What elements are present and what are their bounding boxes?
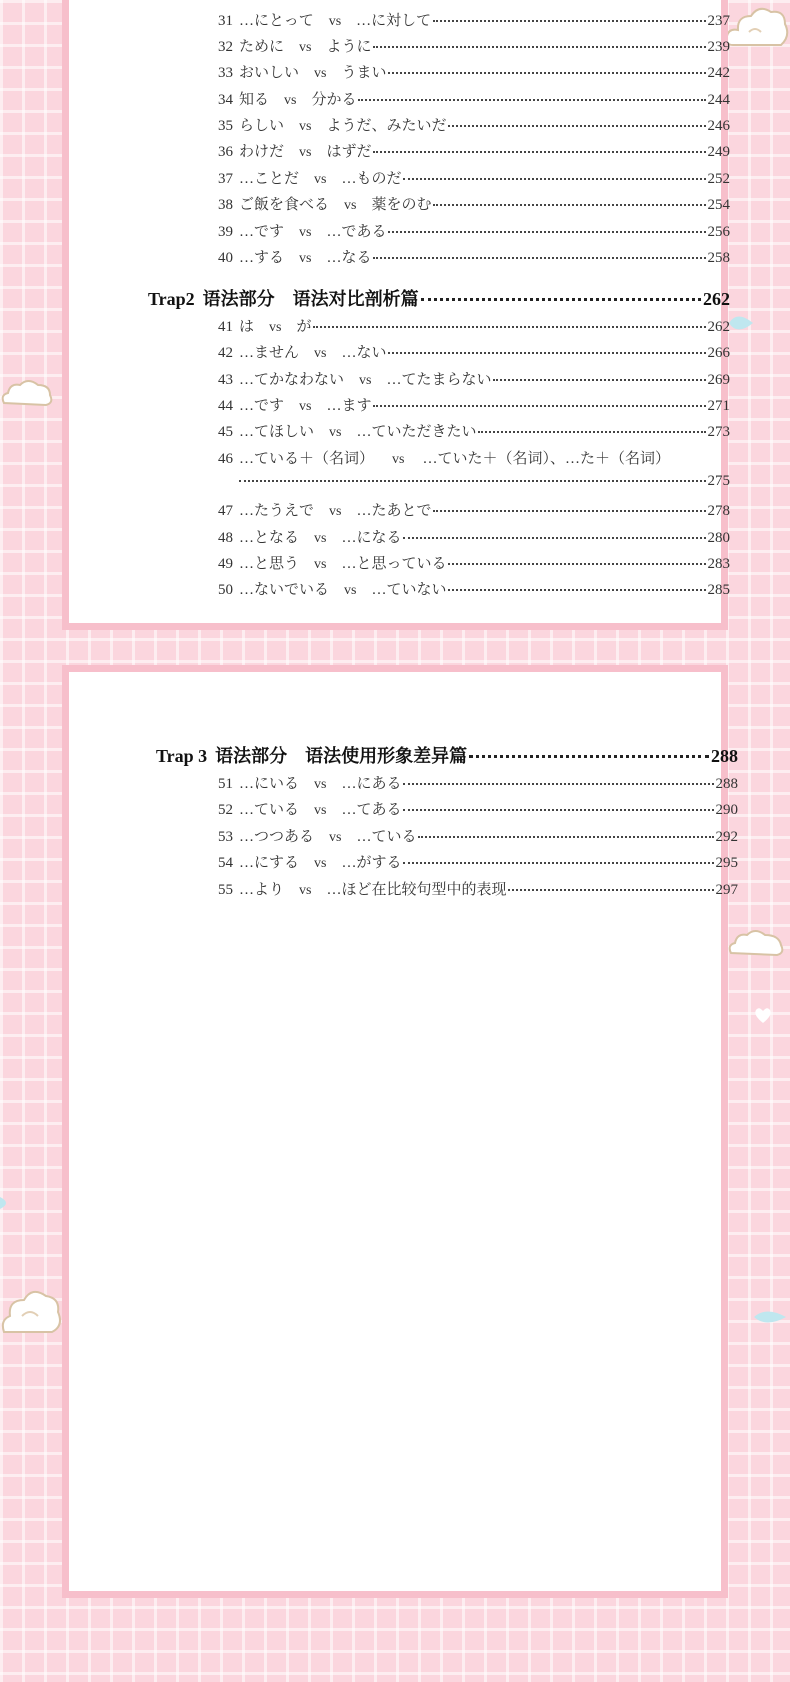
page-number: 292 — [715, 829, 738, 845]
section-title: 语法部分 语法对比剖析篇 — [202, 289, 419, 309]
toc-entry[interactable] — [218, 9, 730, 30]
entry-title: おいしい vs うまい — [239, 65, 387, 81]
leaf-icon — [752, 1306, 788, 1328]
entry-number: 45 — [218, 424, 233, 440]
toc-entry[interactable] — [218, 88, 730, 109]
dot-leader — [421, 298, 701, 301]
entry-number: 42 — [218, 345, 233, 361]
entry-title: …たうえで vs …たあとで — [239, 503, 432, 519]
entry-title: …です vs …である — [239, 224, 387, 240]
dot-leader — [403, 862, 713, 864]
entry-number: 36 — [218, 144, 233, 160]
page-number: 246 — [707, 118, 730, 134]
entry-number: 40 — [218, 250, 233, 266]
page-number: 269 — [707, 372, 730, 388]
page-number: 266 — [707, 345, 730, 361]
page-number: 244 — [707, 92, 730, 108]
entry-number: 51 — [218, 776, 233, 792]
page-number: 288 — [711, 746, 738, 766]
entry-title: …てほしい vs …ていただきたい — [239, 424, 477, 440]
entry-title: わけだ vs はずだ — [239, 144, 372, 160]
dot-leader — [433, 204, 705, 206]
entry-number: 35 — [218, 118, 233, 134]
dot-leader — [418, 836, 713, 838]
entry-title: …です vs …ます — [239, 398, 372, 414]
dot-leader — [403, 178, 705, 180]
page-number: 256 — [707, 224, 730, 240]
entry-title: ご飯を食べる vs 薬をのむ — [239, 197, 432, 213]
dot-leader — [388, 72, 705, 74]
page-number: 278 — [707, 503, 730, 519]
toc-entry[interactable] — [218, 167, 730, 188]
toc-section-heading[interactable] — [156, 742, 738, 768]
entry-number: 41 — [218, 319, 233, 335]
page-number: 239 — [707, 39, 730, 55]
dot-leader — [358, 99, 705, 101]
entry-number: 32 — [218, 39, 233, 55]
section-label: Trap2 — [148, 289, 195, 309]
page-number: 295 — [715, 855, 738, 871]
dot-leader — [493, 379, 705, 381]
dot-leader — [433, 510, 705, 512]
entry-number: 31 — [218, 13, 233, 29]
page-number: 271 — [707, 398, 730, 414]
cloud-icon — [0, 375, 55, 410]
leaf-icon — [0, 1195, 12, 1211]
page-number: 258 — [707, 250, 730, 266]
page-number: 249 — [707, 144, 730, 160]
entry-number: 34 — [218, 92, 233, 108]
dot-leader — [478, 431, 705, 433]
entry-number: 48 — [218, 530, 233, 546]
toc-entry-46[interactable] — [218, 447, 730, 468]
dot-leader — [403, 537, 705, 539]
toc-entry[interactable] — [218, 552, 730, 573]
page-number: 254 — [707, 197, 730, 213]
dot-leader — [373, 151, 705, 153]
page-number: 273 — [707, 424, 730, 440]
page-number: 285 — [707, 582, 730, 598]
entry-title: …ている＋（名词） vs …ていた＋（名词）、…た＋（名词） — [239, 451, 670, 467]
entry-number: 55 — [218, 882, 233, 898]
entry-number: 33 — [218, 65, 233, 81]
entry-title: …つつある vs …ている — [239, 829, 417, 845]
entry-title: …ないでいる vs …ていない — [239, 582, 447, 598]
toc-entry[interactable] — [218, 35, 730, 56]
dot-leader — [403, 783, 713, 785]
cloud-icon — [727, 925, 787, 960]
dot-leader — [373, 257, 705, 259]
entry-number: 39 — [218, 224, 233, 240]
dot-leader — [448, 589, 705, 591]
dot-leader — [448, 563, 705, 565]
toc-section-heading[interactable] — [148, 285, 730, 311]
toc-entry[interactable] — [218, 220, 730, 241]
page-number: 290 — [715, 802, 738, 818]
toc-entry[interactable] — [218, 61, 730, 82]
entry-title: 知る vs 分かる — [239, 92, 357, 108]
entry-title: らしい vs ようだ、みたいだ — [239, 118, 447, 134]
toc-page-panel — [62, 0, 728, 630]
toc-entry[interactable] — [218, 420, 730, 441]
entry-title: …と思う vs …と思っている — [239, 556, 447, 572]
page-number: 297 — [715, 882, 738, 898]
dot-leader — [239, 480, 706, 482]
cloud-icon — [725, 0, 790, 55]
leaf-icon — [727, 310, 755, 336]
toc-entry[interactable] — [218, 246, 730, 267]
section-title: 语法部分 语法使用形象差异篇 — [215, 746, 468, 766]
toc-page-panel — [62, 665, 738, 1598]
toc-entry[interactable] — [218, 825, 738, 846]
toc-entry-46-continued[interactable] — [239, 473, 730, 490]
toc-entry[interactable] — [218, 526, 730, 547]
dot-leader — [469, 755, 709, 758]
toc-entry[interactable] — [218, 140, 730, 161]
entry-title: は vs が — [239, 319, 312, 335]
entry-title: ために vs ように — [239, 39, 372, 55]
page-number: 280 — [707, 530, 730, 546]
entry-number: 37 — [218, 171, 233, 187]
dot-leader — [433, 20, 705, 22]
toc-entry[interactable] — [218, 315, 730, 336]
page-number: 252 — [707, 171, 730, 187]
toc-entry[interactable] — [218, 798, 738, 819]
dot-leader — [508, 889, 713, 891]
dot-leader — [373, 405, 705, 407]
entry-title: …てかなわない vs …てたまらない — [239, 372, 492, 388]
entry-number: 49 — [218, 556, 233, 572]
page-number: 262 — [707, 319, 730, 335]
section-label: Trap 3 — [156, 746, 208, 766]
toc-entry[interactable] — [218, 772, 738, 793]
heart-icon — [753, 1005, 773, 1025]
toc-entry[interactable] — [218, 193, 730, 214]
toc-entry[interactable] — [218, 578, 730, 599]
entry-title: …する vs …なる — [239, 250, 372, 266]
page-number: 242 — [707, 65, 730, 81]
toc-entry[interactable] — [218, 499, 730, 520]
dot-leader — [388, 352, 705, 354]
toc-entry[interactable] — [218, 114, 730, 135]
entry-title: …にいる vs …にある — [239, 776, 402, 792]
entry-title: …にとって vs …に対して — [239, 13, 432, 29]
toc-entry[interactable] — [218, 368, 730, 389]
entry-number: 47 — [218, 503, 233, 519]
entry-number: 54 — [218, 855, 233, 871]
toc-entry[interactable] — [218, 394, 730, 415]
page-number: 262 — [703, 289, 730, 309]
page-number: 283 — [707, 556, 730, 572]
entry-title: …ている vs …てある — [239, 802, 402, 818]
dot-leader — [388, 231, 705, 233]
page-number: 275 — [707, 473, 730, 489]
dot-leader — [373, 46, 705, 48]
entry-title: …ません vs …ない — [239, 345, 387, 361]
entry-number: 44 — [218, 398, 233, 414]
entry-number: 52 — [218, 802, 233, 818]
entry-title: …となる vs …になる — [239, 530, 402, 546]
entry-number: 43 — [218, 372, 233, 388]
toc-entry[interactable] — [218, 851, 738, 872]
entry-number: 50 — [218, 582, 233, 598]
entry-title: …より vs …ほど在比较句型中的表现 — [239, 882, 507, 898]
toc-entry[interactable] — [218, 341, 730, 362]
entry-title: …にする vs …がする — [239, 855, 402, 871]
entry-number: 46 — [218, 451, 233, 467]
cloud-icon — [0, 1280, 62, 1340]
toc-entry[interactable] — [218, 878, 738, 899]
dot-leader — [313, 326, 705, 328]
entry-number: 38 — [218, 197, 233, 213]
page-number: 288 — [715, 776, 738, 792]
entry-number: 53 — [218, 829, 233, 845]
entry-title: …ことだ vs …ものだ — [239, 171, 402, 187]
page-number: 237 — [707, 13, 730, 29]
dot-leader — [448, 125, 705, 127]
dot-leader — [403, 809, 713, 811]
